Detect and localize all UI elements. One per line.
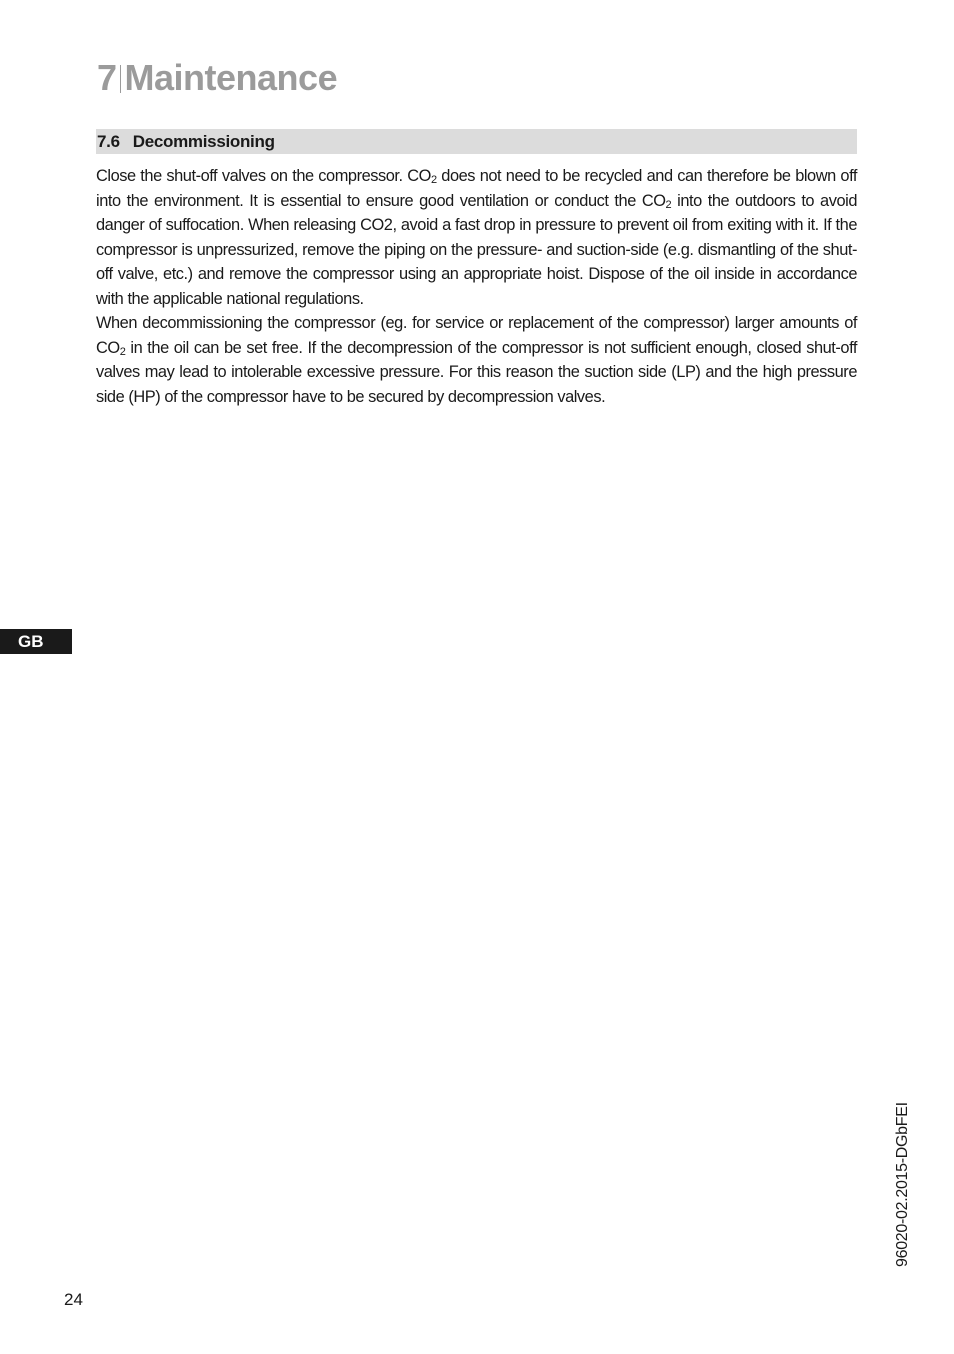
co2-subscript: 2 xyxy=(430,174,437,186)
chapter-title: Maintenance xyxy=(124,57,338,98)
paragraph-shutoff xyxy=(96,164,857,311)
paragraph-decompression xyxy=(96,311,857,409)
section-title-text: Decommissioning xyxy=(132,132,275,151)
section-title xyxy=(97,130,275,153)
chapter-separator xyxy=(120,65,121,93)
paragraph1-text-2: does not need to be recycled and can therefore be blown off into the environment. It is essential to ensure good ventilation or conduct the CO xyxy=(96,167,857,210)
co2-subscript: 2 xyxy=(119,345,126,358)
language-tab: GB xyxy=(0,629,72,654)
section-heading-bar xyxy=(96,129,857,154)
paragraph2-text-2: in the oil can be set free. If the decompression of the compressor is not sufficient enough, closed shut-off valves may lead to intolerable excessive pressure. For this reason the suction side (LP) and the high pressure side (HP) of the compressor have to be secured by decompression valves. xyxy=(96,338,857,406)
section-number: 7.6 xyxy=(97,132,120,151)
paragraph2-text-1: When decommissioning the compressor (eg. for service or replacement of the compressor) larger amounts of CO xyxy=(96,314,857,357)
document-code: 96020-02.2015-DGbFEI xyxy=(894,1102,911,1267)
paragraph1-text-1: Close the shut-off valves on the compressor. CO xyxy=(96,167,431,185)
co2-subscript: 2 xyxy=(665,198,672,211)
page-number: 24 xyxy=(64,1290,83,1309)
chapter-number: 7 xyxy=(97,57,117,98)
section-body xyxy=(96,164,857,409)
chapter-heading xyxy=(97,56,337,100)
paragraph1-text-3: into the outdoors to avoid danger of suffocation. When releasing CO2, avoid a fast drop in pressure to prevent oil from exiting with it. If the compressor is unpressurized, remove the piping on the pressure- and suction-side (e.g. dismantling of the shut-off valve, etc.) and remove the compressor using an appropriate hoist. Dispose of the oil inside in accordance with the applicable national regulations. xyxy=(96,191,857,308)
